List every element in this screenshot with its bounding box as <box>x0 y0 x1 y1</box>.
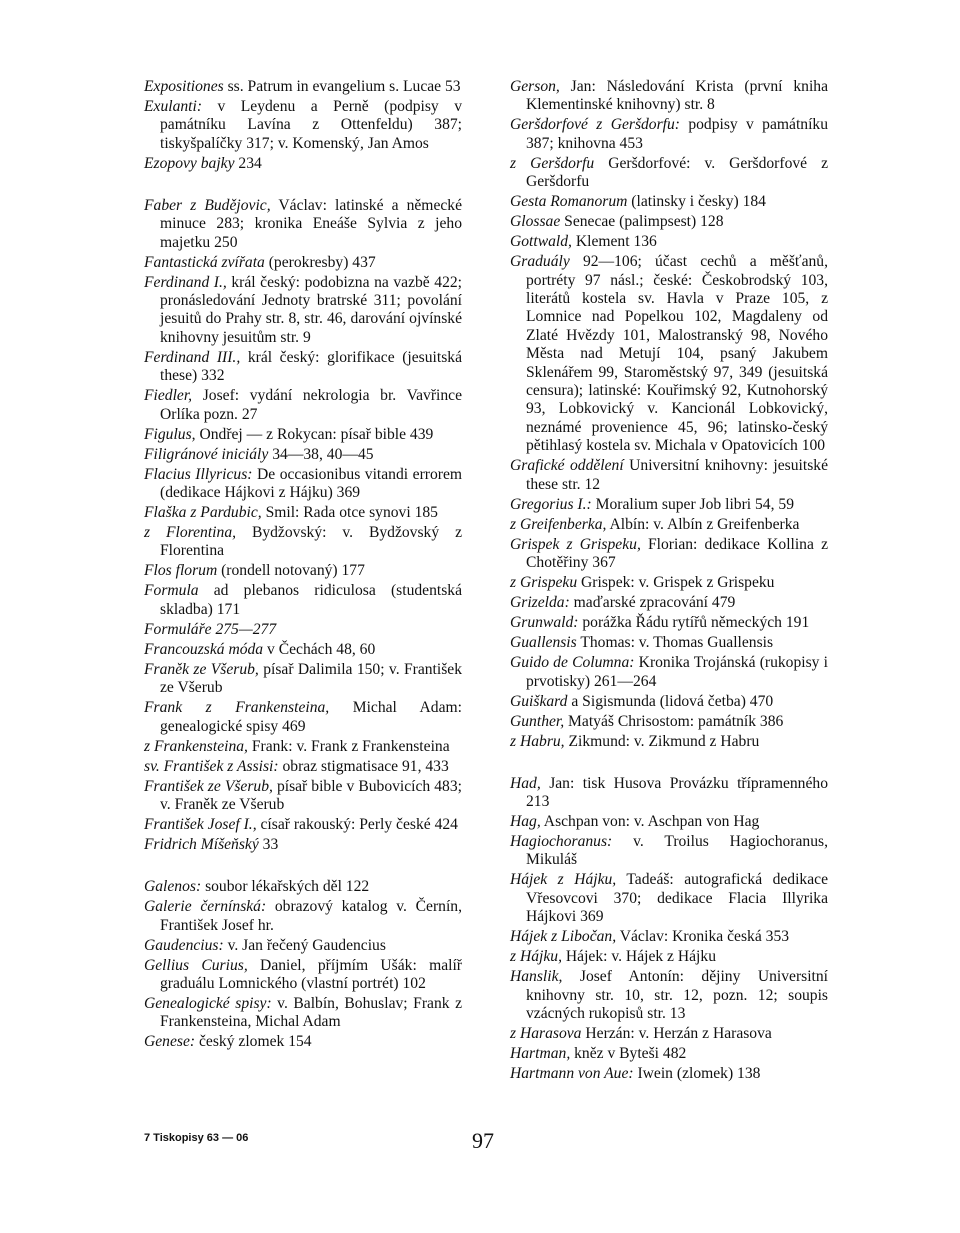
index-entry <box>144 778 462 815</box>
entry-heading: Graduály <box>510 253 570 271</box>
entry-heading: Formuláře 275—277 <box>144 620 277 638</box>
index-entry <box>144 621 462 639</box>
entry-text: Tadeáš: autografická dedikace Vřesovcovi 370; dedikace Flacia Illyrika Hájkovi 369 <box>526 871 828 926</box>
entry-heading: Galerie černínská: <box>144 898 267 916</box>
entry-text: porážka Řádu rytířů německých 191 <box>578 614 810 632</box>
entry-text: ad plebanos ridiculosa (studentská skladba) 171 <box>160 582 462 618</box>
index-entry <box>144 426 462 444</box>
index-entry <box>510 233 828 251</box>
entry-text: Herzán: v. Herzán z Harasova <box>581 1024 772 1042</box>
index-entry <box>510 78 828 115</box>
index-entry <box>510 253 828 455</box>
page-number: 97 <box>472 1128 494 1153</box>
entry-heading: Ferdinand I., <box>144 273 227 291</box>
index-entry <box>144 349 462 386</box>
entry-text: obrazový katalog v. Černín, František Josef hr. <box>160 898 462 934</box>
entry-text: Iwein (zlomek) 138 <box>633 1064 761 1082</box>
entry-heading: Figulus, <box>144 425 196 443</box>
index-entry <box>144 98 462 153</box>
index-entry <box>510 213 828 231</box>
index-entry <box>510 116 828 153</box>
print-signature: 7 Tiskopisy 63 — 06 <box>144 1132 249 1144</box>
entry-text: Albín: v. Albín z Greifenberka <box>606 515 800 533</box>
entry-text: maďarské zpracování 479 <box>569 594 736 612</box>
right-column <box>510 78 828 1085</box>
entry-heading: Grispek z Grispeku, <box>510 535 641 553</box>
index-entry <box>510 614 828 632</box>
entry-text: Hájek: v. Hájek z Hájku <box>561 948 716 966</box>
entry-heading: Gunther, <box>510 712 565 730</box>
entry-heading: Frank z Frankensteina, <box>144 699 330 717</box>
entry-text: Moralium super Job libri 54, 59 <box>591 495 794 513</box>
entry-heading: Hagiochoranus: <box>510 832 613 850</box>
index-entry <box>510 713 828 731</box>
entry-heading: Grizelda: <box>510 594 570 612</box>
index-entry <box>144 387 462 424</box>
entry-text: Václav: Kronika česká 353 <box>616 928 790 946</box>
entry-text: Daniel, příjmím Ušák: malíř graduálu Lomnického (vlastní portrét) 102 <box>160 956 463 992</box>
index-entry <box>144 836 462 854</box>
entry-text: soubor lékařských děl 122 <box>201 878 370 896</box>
entry-heading: Gellius Curius, <box>144 956 248 974</box>
entry-heading: z Florentina, <box>144 524 237 542</box>
index-entry <box>510 193 828 211</box>
index-entry <box>144 661 462 698</box>
index-entry <box>144 641 462 659</box>
entry-heading: z Harasova <box>510 1024 582 1042</box>
entry-heading: Fridrich Míšeňský <box>144 836 259 854</box>
entry-heading: Glossae <box>510 213 561 231</box>
index-entry <box>144 197 462 252</box>
index-entry <box>144 466 462 503</box>
entry-heading: Gottwald, <box>510 233 572 251</box>
entry-heading: Gregorius I.: <box>510 495 592 513</box>
entry-heading: Guido de Columna: <box>510 654 635 672</box>
entry-heading: sv. František z Assisi: <box>144 757 279 775</box>
entry-heading: Fantastická zvířata <box>144 253 265 271</box>
entry-text: 34—38, 40—45 <box>268 445 374 463</box>
entry-text: podpisy v památníku 387; knihovna 453 <box>526 116 829 152</box>
entry-text: Václav: latinské a německé minuce 283; kronika Eneáše Sylvia z jeho majetku 250 <box>160 196 462 251</box>
entry-heading: Exulanti: <box>144 98 203 115</box>
entry-heading: Genese: <box>144 1033 196 1051</box>
entry-heading: z Habru, <box>510 732 565 750</box>
entry-heading: Franěk ze Všerub, <box>144 660 259 678</box>
index-entry <box>510 693 828 711</box>
entry-heading: Had, <box>510 774 541 792</box>
entry-text: Florian: dedikace Kollina z Chotěřiny 367 <box>526 535 828 572</box>
index-entry <box>510 574 828 592</box>
entry-heading: Expositiones <box>144 78 224 95</box>
index-entry <box>510 968 828 1023</box>
entry-text: Grispek: v. Grispek z Grispeku <box>577 574 775 592</box>
index-entry <box>510 516 828 534</box>
entry-heading: Hartmann von Aue: <box>510 1064 634 1082</box>
entry-text: Jan: tisk Husova Provázku třípramenného 213 <box>526 774 828 810</box>
entry-heading: Formula <box>144 582 199 600</box>
index-entry <box>144 758 462 776</box>
entry-heading: Hag, <box>510 812 541 830</box>
entry-text: písař bible v Bubovicích 483; v. Franěk ze Všerub <box>160 777 462 814</box>
entry-text: (latinsky i česky) 184 <box>627 193 766 211</box>
index-entry <box>144 562 462 580</box>
entry-heading: Flaška z Pardubic, <box>144 504 262 522</box>
entry-heading: Faber z Budějovic, <box>144 196 271 214</box>
entry-text: Ondřej — z Rokycan: písař bible 439 <box>195 425 434 443</box>
section-gap <box>144 856 462 878</box>
entry-text: Aschpan von: v. Aschpan von Hag <box>540 812 760 830</box>
entry-text: Josef: vydání nekrologia br. Vavřince Orlíka pozn. 27 <box>160 387 462 423</box>
entry-text: v Čechách 48, 60 <box>263 640 376 658</box>
entry-text: kněz v Byteši 482 <box>570 1044 687 1062</box>
entry-text: Thomas: v. Thomas Guallensis <box>576 634 774 652</box>
entry-text: Zikmund: v. Zikmund z Habru <box>564 732 760 750</box>
index-entry <box>510 1065 828 1083</box>
index-entry <box>510 775 828 812</box>
index-entry <box>510 457 828 494</box>
index-entry <box>144 582 462 619</box>
entry-heading: Francouzská móda <box>144 640 264 658</box>
index-entry <box>510 813 828 831</box>
entry-text: Geršdorfové: v. Geršdorfové z Geršdorfu <box>526 154 829 191</box>
entry-heading: z Frankensteina, <box>144 737 248 755</box>
entry-text: Universitní knihovny: jesuitské these str. 12 <box>526 457 828 493</box>
entry-text: Matyáš Chrisostom: památník 386 <box>564 712 784 730</box>
entry-heading: Flacius Illyricus: <box>144 465 253 483</box>
entry-heading: Gesta Romanorum <box>510 193 628 211</box>
entry-heading: Guallensis <box>510 634 577 652</box>
index-entry <box>144 699 462 736</box>
entry-text: Jan: Následování Krista (první kniha Klementinské knihovny) str. 8 <box>526 78 828 114</box>
entry-text: ss. Patrum in evangelium s. Lucae 53 <box>223 78 461 95</box>
entry-heading: Ferdinand III., <box>144 348 241 366</box>
index-entry <box>144 898 462 935</box>
entry-heading: z Geršdorfu <box>510 154 595 172</box>
entry-heading: Flos florum <box>144 562 218 580</box>
index-entry <box>144 155 462 173</box>
index-entry <box>510 594 828 612</box>
index-entry <box>144 738 462 756</box>
entry-text: písař Dalimila 150; v. František ze Všerub <box>160 660 462 697</box>
entry-heading: František ze Všerub, <box>144 777 273 795</box>
index-entry <box>510 733 828 751</box>
index-entry <box>510 155 828 192</box>
entry-text: 33 <box>258 836 279 854</box>
entry-text: v. Jan řečený Gaudencius <box>223 936 386 954</box>
entry-heading: Hanslik, <box>510 968 563 986</box>
index-entry <box>510 634 828 652</box>
entry-heading: z Grispeku <box>510 574 578 592</box>
entry-text: Senecae (palimpsest) 128 <box>560 213 724 231</box>
entry-heading: Grafické oddělení <box>510 457 624 475</box>
entry-text: v Leydenu a Perně (podpisy v památníku Lavína z Ottenfeldu) 387; tiskyšpalíčky 317; v. Komenský, Jan Amos <box>160 98 462 152</box>
entry-text: císař rakouský: Perly české 424 <box>256 816 458 834</box>
index-entry <box>144 1033 462 1051</box>
entry-heading: z Greifenberka, <box>510 515 607 533</box>
entry-text: v. Troilus Hagiochoranus, Mikuláš <box>526 832 828 869</box>
index-entry <box>510 654 828 691</box>
entry-text: v. Balbín, Bohuslav; Frank z Frankensteina, Michal Adam <box>160 994 463 1031</box>
entry-heading: Geršdorfové z Geršdorfu: <box>510 116 680 134</box>
entry-heading: Ezopovy bajky <box>144 154 235 172</box>
entry-text: (perokresby) 437 <box>264 253 376 271</box>
entry-heading: František Josef I., <box>144 816 257 834</box>
entry-heading: Hájek z Libočan, <box>510 928 617 946</box>
entry-heading: Guiškard <box>510 692 568 710</box>
entry-heading: z Hájku, <box>510 948 562 966</box>
entry-text: Josef Antonín: dějiny Universitní knihovny str. 10, str. 12, pozn. 12; soupis vzácných rukopisů str. 13 <box>526 968 828 1022</box>
index-entry <box>510 496 828 514</box>
index-entry <box>510 871 828 926</box>
entry-heading: Genealogické spisy: <box>144 994 272 1012</box>
entry-heading: Gaudencius: <box>144 936 224 954</box>
index-entry <box>144 937 462 955</box>
entry-heading: Grunwald: <box>510 614 579 632</box>
index-entry <box>144 446 462 464</box>
entry-text: De occasionibus vitandi errorem (dedikace Hájkovi z Hájku) 369 <box>160 465 462 502</box>
entry-text: Smil: Rada otce synovi 185 <box>261 504 438 522</box>
entry-heading: Gerson, <box>510 78 560 95</box>
entry-text: obraz stigmatisace 91, 433 <box>278 757 449 775</box>
index-entry <box>144 78 462 96</box>
entry-text: a Sigismunda (lidová četba) 470 <box>567 692 774 710</box>
entry-heading: Filigránové iniciály <box>144 445 269 463</box>
index-entry <box>144 254 462 272</box>
entry-text: Bydžovský: v. Bydžovský z Florentina <box>160 524 462 560</box>
entry-text: (rondell notovaný) 177 <box>217 562 365 580</box>
entry-heading: Hájek z Hájku, <box>510 871 617 889</box>
entry-text: král český: podobizna na vazbě 422; pronásledování Jednoty bratrské 311; povolání jesuitů do Prahy str. 8, str. 46, darování ojvínské knihovny jesuitům str. 9 <box>160 273 462 346</box>
entry-text: král český: glorifikace (jesuitská these) 332 <box>160 348 462 385</box>
index-entry <box>144 504 462 522</box>
index-entry <box>144 274 462 348</box>
index-entry <box>510 536 828 573</box>
entry-text: 92—106; účast cechů a měšťanů, portréty 97 násl.; české: Českobrodský 103, literátů kostela sv. Havla v Praze 105, z Lomnice nad Popelkou 102, Magdaleny od Zlaté Hvězdy 101, Malostranský 98, Nového Města nad Metují 104, psaný Jakubem Sklenářem 99, Staroměstský 97, 349 (jesuitská censura); latinské: Kouřimský 92, Kutnohorský 93, Lobkovický v. Kancionál Lobkovický, neznámé provenience 45, 96; latinsko-český pětihlasý kostela sv. Michala v Opatovicích 100 <box>526 253 828 455</box>
index-entry <box>144 995 462 1032</box>
entry-text: 234 <box>234 154 262 172</box>
entry-heading: Galenos: <box>144 878 202 896</box>
section-gap <box>510 753 828 775</box>
index-entry <box>510 833 828 870</box>
entry-heading: Fiedler, <box>144 387 193 405</box>
entry-text: Klement 136 <box>571 233 657 251</box>
index-entry <box>510 1045 828 1063</box>
index-entry <box>144 957 462 994</box>
index-entry <box>510 928 828 946</box>
left-column <box>144 78 462 1053</box>
entry-text: Michal Adam: genealogické spisy 469 <box>160 699 462 735</box>
entry-text: český zlomek 154 <box>195 1033 312 1051</box>
index-entry <box>144 524 462 561</box>
index-entry <box>144 816 462 834</box>
index-entry <box>510 948 828 966</box>
entry-text: Frank: v. Frank z Frankensteina <box>247 737 450 755</box>
entry-text: Kronika Trojánská (rukopisy i prvotisky) 261—264 <box>526 654 828 690</box>
index-entry <box>144 878 462 896</box>
index-entry <box>510 1025 828 1043</box>
entry-heading: Hartman, <box>510 1044 571 1062</box>
section-gap <box>144 175 462 197</box>
